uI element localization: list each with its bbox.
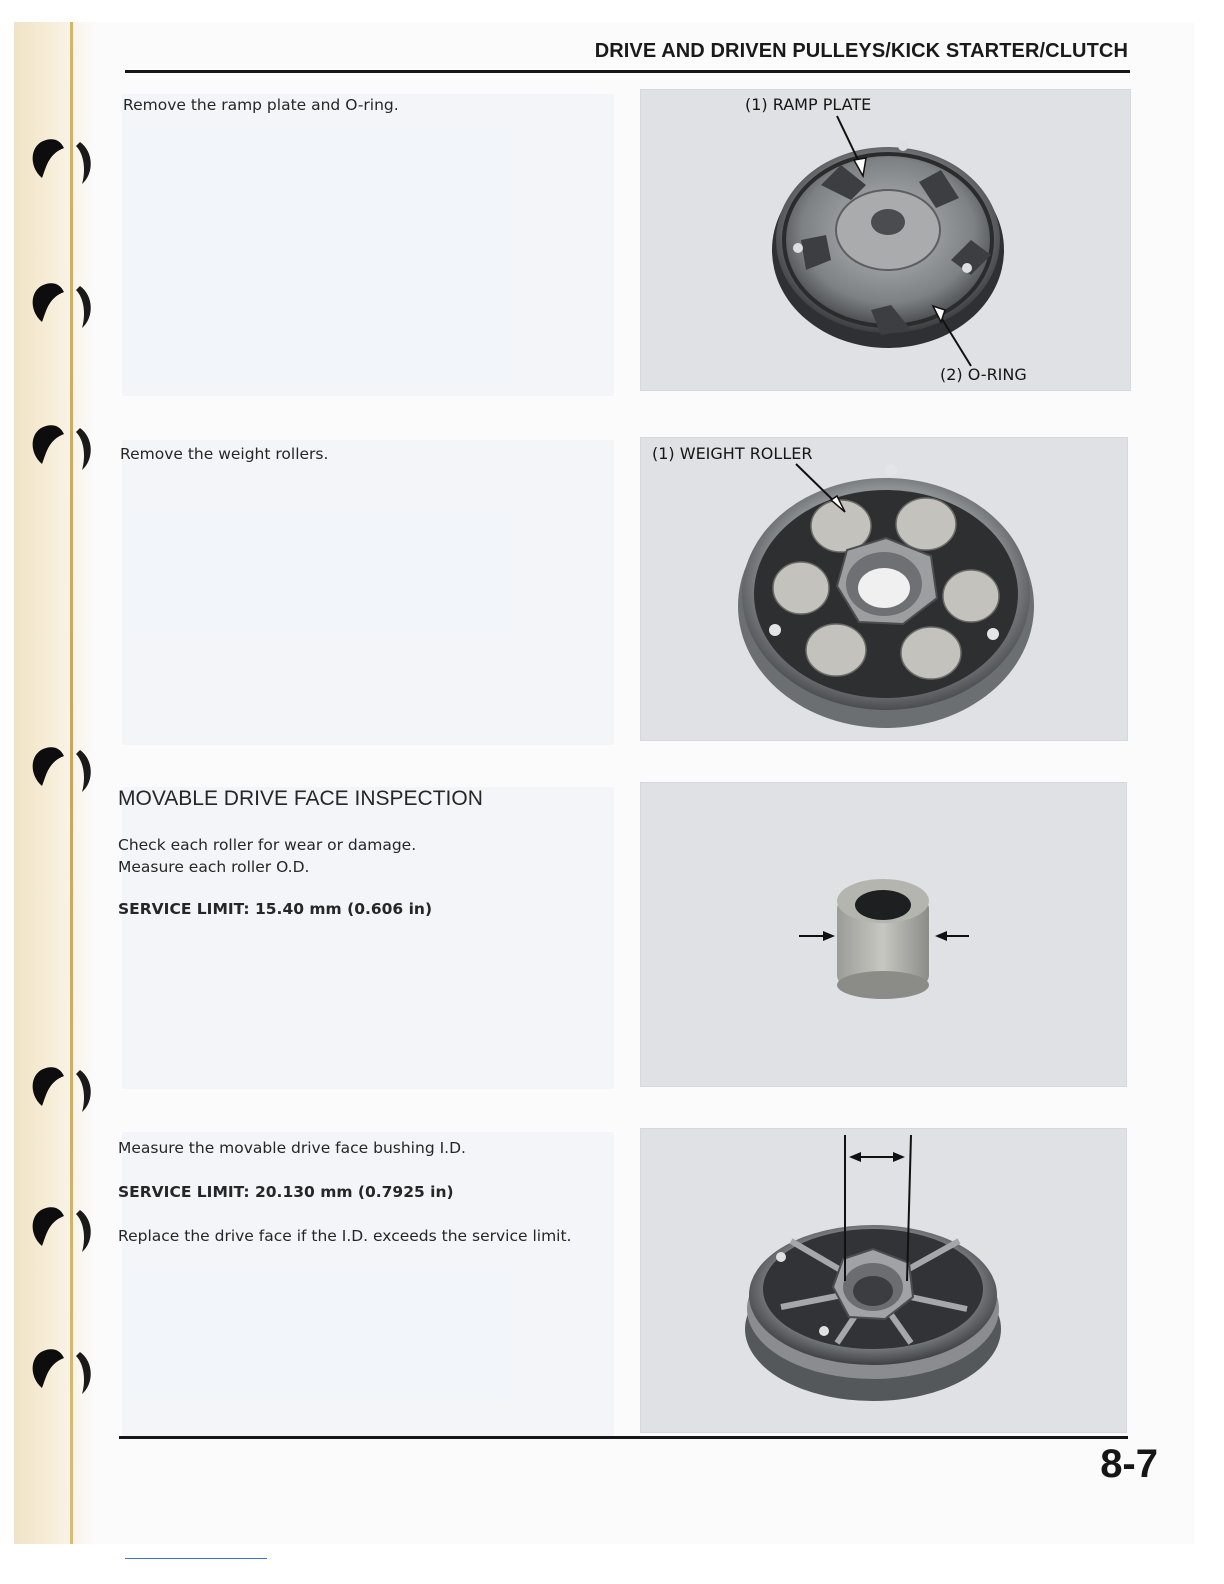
footer-rule	[119, 1436, 1128, 1439]
bushing-step: Measure the movable drive face bushing I.D.	[118, 1139, 466, 1157]
bleed-through-area	[122, 787, 614, 1089]
weight-roller-callout: (1) WEIGHT ROLLER	[652, 444, 813, 463]
o-ring-callout: (2) O-RING	[940, 365, 1027, 384]
ramp-plate-callout: (1) RAMP PLATE	[745, 95, 872, 114]
service-limit-label: SERVICE LIMIT:	[118, 900, 250, 918]
binder-ring-icon	[24, 1340, 94, 1400]
bleed-through-area	[122, 94, 614, 396]
binder-ring-icon	[24, 1058, 94, 1118]
service-limit-value: 15.40 mm (0.606 in)	[254, 900, 433, 918]
weight-roller-photo	[640, 437, 1128, 741]
binder-ring-icon	[24, 416, 94, 476]
drive-face-bushing-photo	[640, 1128, 1127, 1433]
inspection-title: MOVABLE DRIVE FACE INSPECTION	[118, 787, 483, 810]
ramp-plate-step: Remove the ramp plate and O-ring.	[123, 96, 399, 114]
service-limit-roller	[118, 898, 432, 920]
weight-roller-step: Remove the weight rollers.	[120, 445, 329, 463]
roller-od-photo	[640, 782, 1127, 1087]
inspection-line-1: Check each roller for wear or damage.	[118, 836, 417, 854]
binder-ring-icon	[24, 130, 94, 190]
page-number: 8-7	[1100, 1442, 1158, 1486]
bleed-through-area	[122, 440, 614, 745]
service-limit-value: 20.130 mm (0.7925 in)	[254, 1183, 454, 1201]
bleed-through-area	[122, 1132, 614, 1437]
binder-ring-icon	[24, 274, 94, 334]
service-limit-label: SERVICE LIMIT:	[118, 1183, 250, 1201]
scan-underline	[125, 1558, 267, 1559]
inspection-line-2: Measure each roller O.D.	[118, 858, 310, 876]
ramp-plate-photo	[640, 89, 1131, 391]
binder-ring-icon	[24, 1198, 94, 1258]
binder-ring-icon	[24, 738, 94, 798]
header-title: DRIVE AND DRIVEN PULLEYS/KICK STARTER/CLUTCH	[594, 40, 1128, 62]
service-limit-bushing	[118, 1181, 454, 1203]
replace-instruction: Replace the drive face if the I.D. exceeds the service limit.	[118, 1227, 572, 1245]
page-header	[125, 40, 1130, 73]
